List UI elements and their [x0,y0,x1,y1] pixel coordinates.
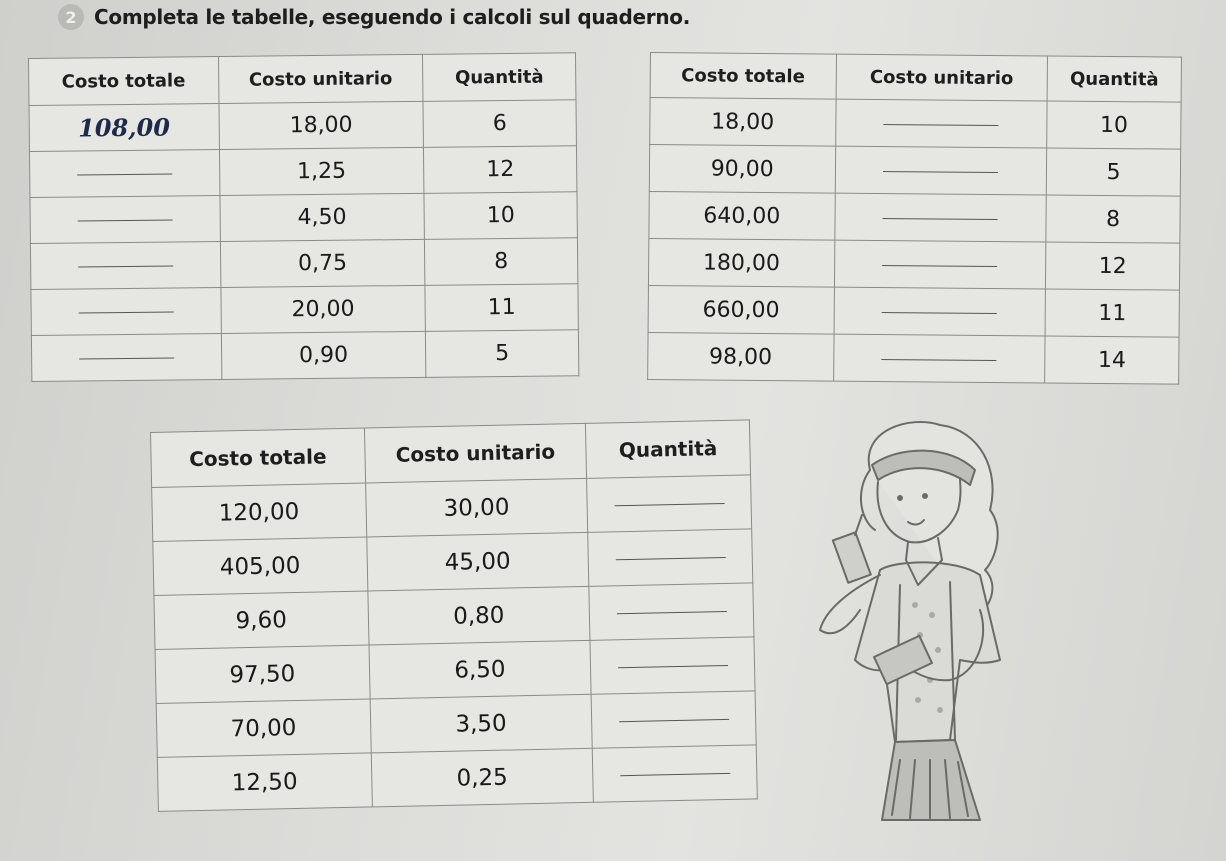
cell-totale: 97,50 [155,645,370,703]
table-row [648,238,1179,290]
answer-blank [883,170,998,173]
table-total-cost [28,52,579,382]
answer-cell[interactable] [29,150,219,198]
header-quantita: Quantità [423,53,576,102]
answer-cell[interactable] [833,334,1045,383]
exercise-instruction [58,0,690,34]
answer-blank [615,556,725,560]
cell-totale: 98,00 [648,332,834,381]
answer-cell[interactable] [30,241,220,289]
cell-unitario: 20,00 [221,285,426,333]
cell-totale: 90,00 [649,145,835,194]
cell-unitario: 3,50 [370,694,593,753]
cell-quantita: 6 [423,100,576,148]
answer-blank [618,664,728,668]
cell-quantita: 5 [426,330,579,378]
cell-quantita: 12 [424,146,577,194]
cell-unitario: 4,50 [220,193,425,241]
cell-quantita: 12 [1046,242,1180,290]
cell-totale: 9,60 [154,591,369,649]
answer-cell[interactable] [31,333,221,381]
answer-cell[interactable] [590,637,755,694]
answer-blank [619,718,729,722]
answer-blank [616,610,726,614]
table-unit-cost [647,52,1182,385]
table-row [30,238,577,290]
cell-unitario: 0,75 [220,239,425,287]
answer-cell[interactable] [834,287,1046,336]
table-row [649,145,1180,197]
answer-blank [620,772,730,776]
answer-blank [883,217,998,220]
answer-blank [77,172,172,175]
answer-cell[interactable] [834,240,1046,289]
table-row [29,100,576,152]
cell-quantita: 5 [1046,148,1180,196]
answer-cell[interactable] [31,287,221,335]
table-row [650,98,1181,150]
answer-cell[interactable] [589,583,754,640]
header-costo-totale: Costo totale [650,53,836,100]
instruction-text: Completa le tabelle, eseguendo i calcoli sul quaderno. [94,5,691,29]
answer-cell[interactable] [588,529,753,586]
table-row [29,146,576,198]
cell-totale: 18,00 [650,98,836,147]
answer-cell[interactable] [835,146,1047,195]
table-quantity [150,419,758,811]
cell-quantita: 8 [425,238,578,286]
answer-cell[interactable] [587,475,752,532]
answer-blank [882,264,997,267]
girl-drinking-illustration [800,410,1050,830]
cell-unitario: 0,90 [221,331,426,379]
cell-unitario: 45,00 [366,532,589,591]
answer-blank [882,358,997,361]
cell-unitario: 6,50 [369,640,592,699]
table-row [31,284,578,336]
answer-blank [78,310,173,313]
handwritten-answer: 108,00 [77,112,171,143]
cell-quantita: 14 [1045,336,1179,384]
cell-totale: 120,00 [152,483,367,541]
answer-cell[interactable] [30,196,220,244]
answer-blank [79,356,174,359]
header-costo-unitario: Costo unitario [218,54,423,103]
answer-cell[interactable] [591,691,756,748]
table-row [649,191,1180,243]
cell-totale: 70,00 [156,699,371,757]
cell-quantita: 11 [425,284,578,332]
answer-cell[interactable] [592,745,757,802]
answer-cell[interactable] [834,193,1046,242]
cell-unitario: 30,00 [365,478,588,537]
answer-blank [614,502,724,506]
cell-unitario: 18,00 [219,101,424,149]
header-costo-unitario: Costo unitario [836,54,1048,101]
cell-totale: 12,50 [157,753,372,811]
header-quantita: Quantità [1047,56,1181,102]
answer-blank [78,264,173,267]
answer-cell[interactable] [835,99,1047,148]
cell-totale: 180,00 [648,238,834,287]
cell-unitario: 0,80 [367,586,590,645]
header-costo-unitario: Costo unitario [364,423,587,483]
cell-totale: 640,00 [649,191,835,240]
table-row [30,192,577,244]
cell-quantita: 11 [1045,289,1179,337]
cell-unitario: 1,25 [219,147,424,195]
exercise-number-badge: 2 [58,4,84,30]
cell-unitario: 0,25 [371,748,594,807]
cell-quantita: 10 [1047,101,1181,149]
table-row [648,332,1179,384]
cell-quantita: 10 [424,192,577,240]
header-quantita: Quantità [586,420,751,478]
cell-totale: 405,00 [153,537,368,595]
cell-quantita: 8 [1046,195,1180,243]
header-costo-totale: Costo totale [151,428,366,487]
cell-totale: 660,00 [648,285,834,334]
answer-blank [882,311,997,314]
answer-blank [78,218,173,221]
answer-blank [884,123,999,126]
table-row [648,285,1179,337]
header-costo-totale: Costo totale [29,57,219,106]
answer-cell[interactable] [29,104,219,152]
table-row [31,330,578,382]
